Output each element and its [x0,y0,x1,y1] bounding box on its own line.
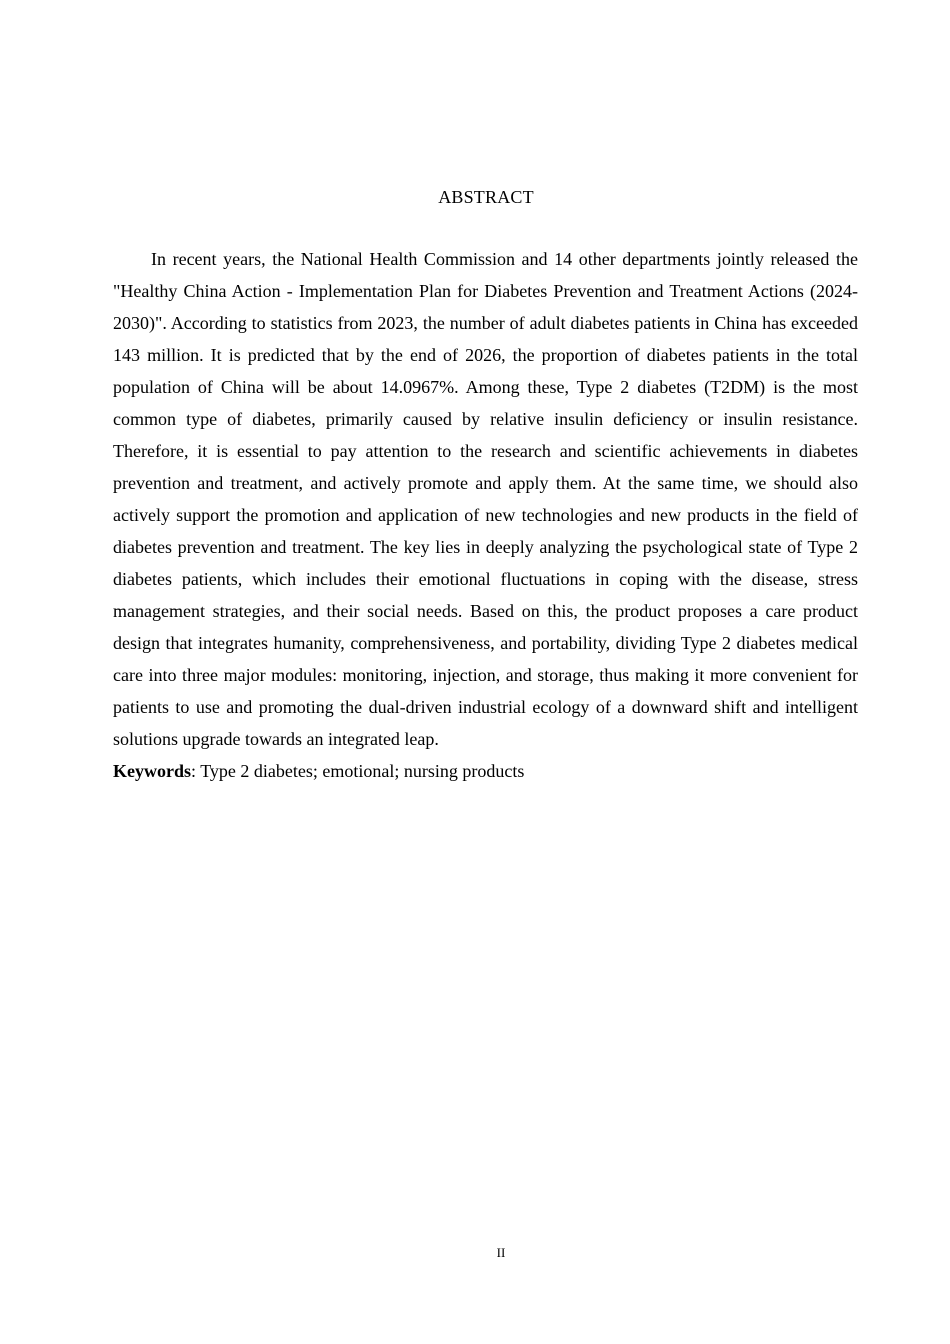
keywords-separator: : [191,761,197,781]
page-number: II [496,1245,506,1260]
keywords-line [113,755,858,787]
abstract-title: ABSTRACT [438,187,534,207]
abstract-body [113,243,858,787]
abstract-paragraph: In recent years, the National Health Commission and 14 other departments jointly released the "Healthy China Action - Implementation Plan for Diabetes Prevention and Treatment Actions (2024-2030)". According to statistics from 2023, the number of adult diabetes patients in China has exceeded 143 million. It is predicted that by the end of 2026, the proportion of diabetes patients in the total population of China will be about 14.0967%. Among these, Type 2 diabetes (T2DM) is the most common type of diabetes, primarily caused by relative insulin deficiency or insulin resistance. Therefore, it is essential to pay attention to the research and scientific achievements in diabetes prevention and treatment, and actively promote and apply them. At the same time, we should also actively support the promotion and application of new technologies and new products in the field of diabetes prevention and treatment. The key lies in deeply analyzing the psychological state of Type 2 diabetes patients, which includes their emotional fluctuations in coping with the disease, stress management strategies, and their social needs. Based on this, the product proposes a care product design that integrates humanity, comprehensiveness, and portability, dividing Type 2 diabetes medical care into three major modules: monitoring, injection, and storage, thus making it more convenient for patients to use and promoting the dual-driven industrial ecology of a downward shift and intelligent solutions upgrade towards an integrated leap. [113,249,858,749]
keywords-label: Keywords [113,761,191,781]
keywords-value: Type 2 diabetes; emotional; nursing products [196,761,525,781]
